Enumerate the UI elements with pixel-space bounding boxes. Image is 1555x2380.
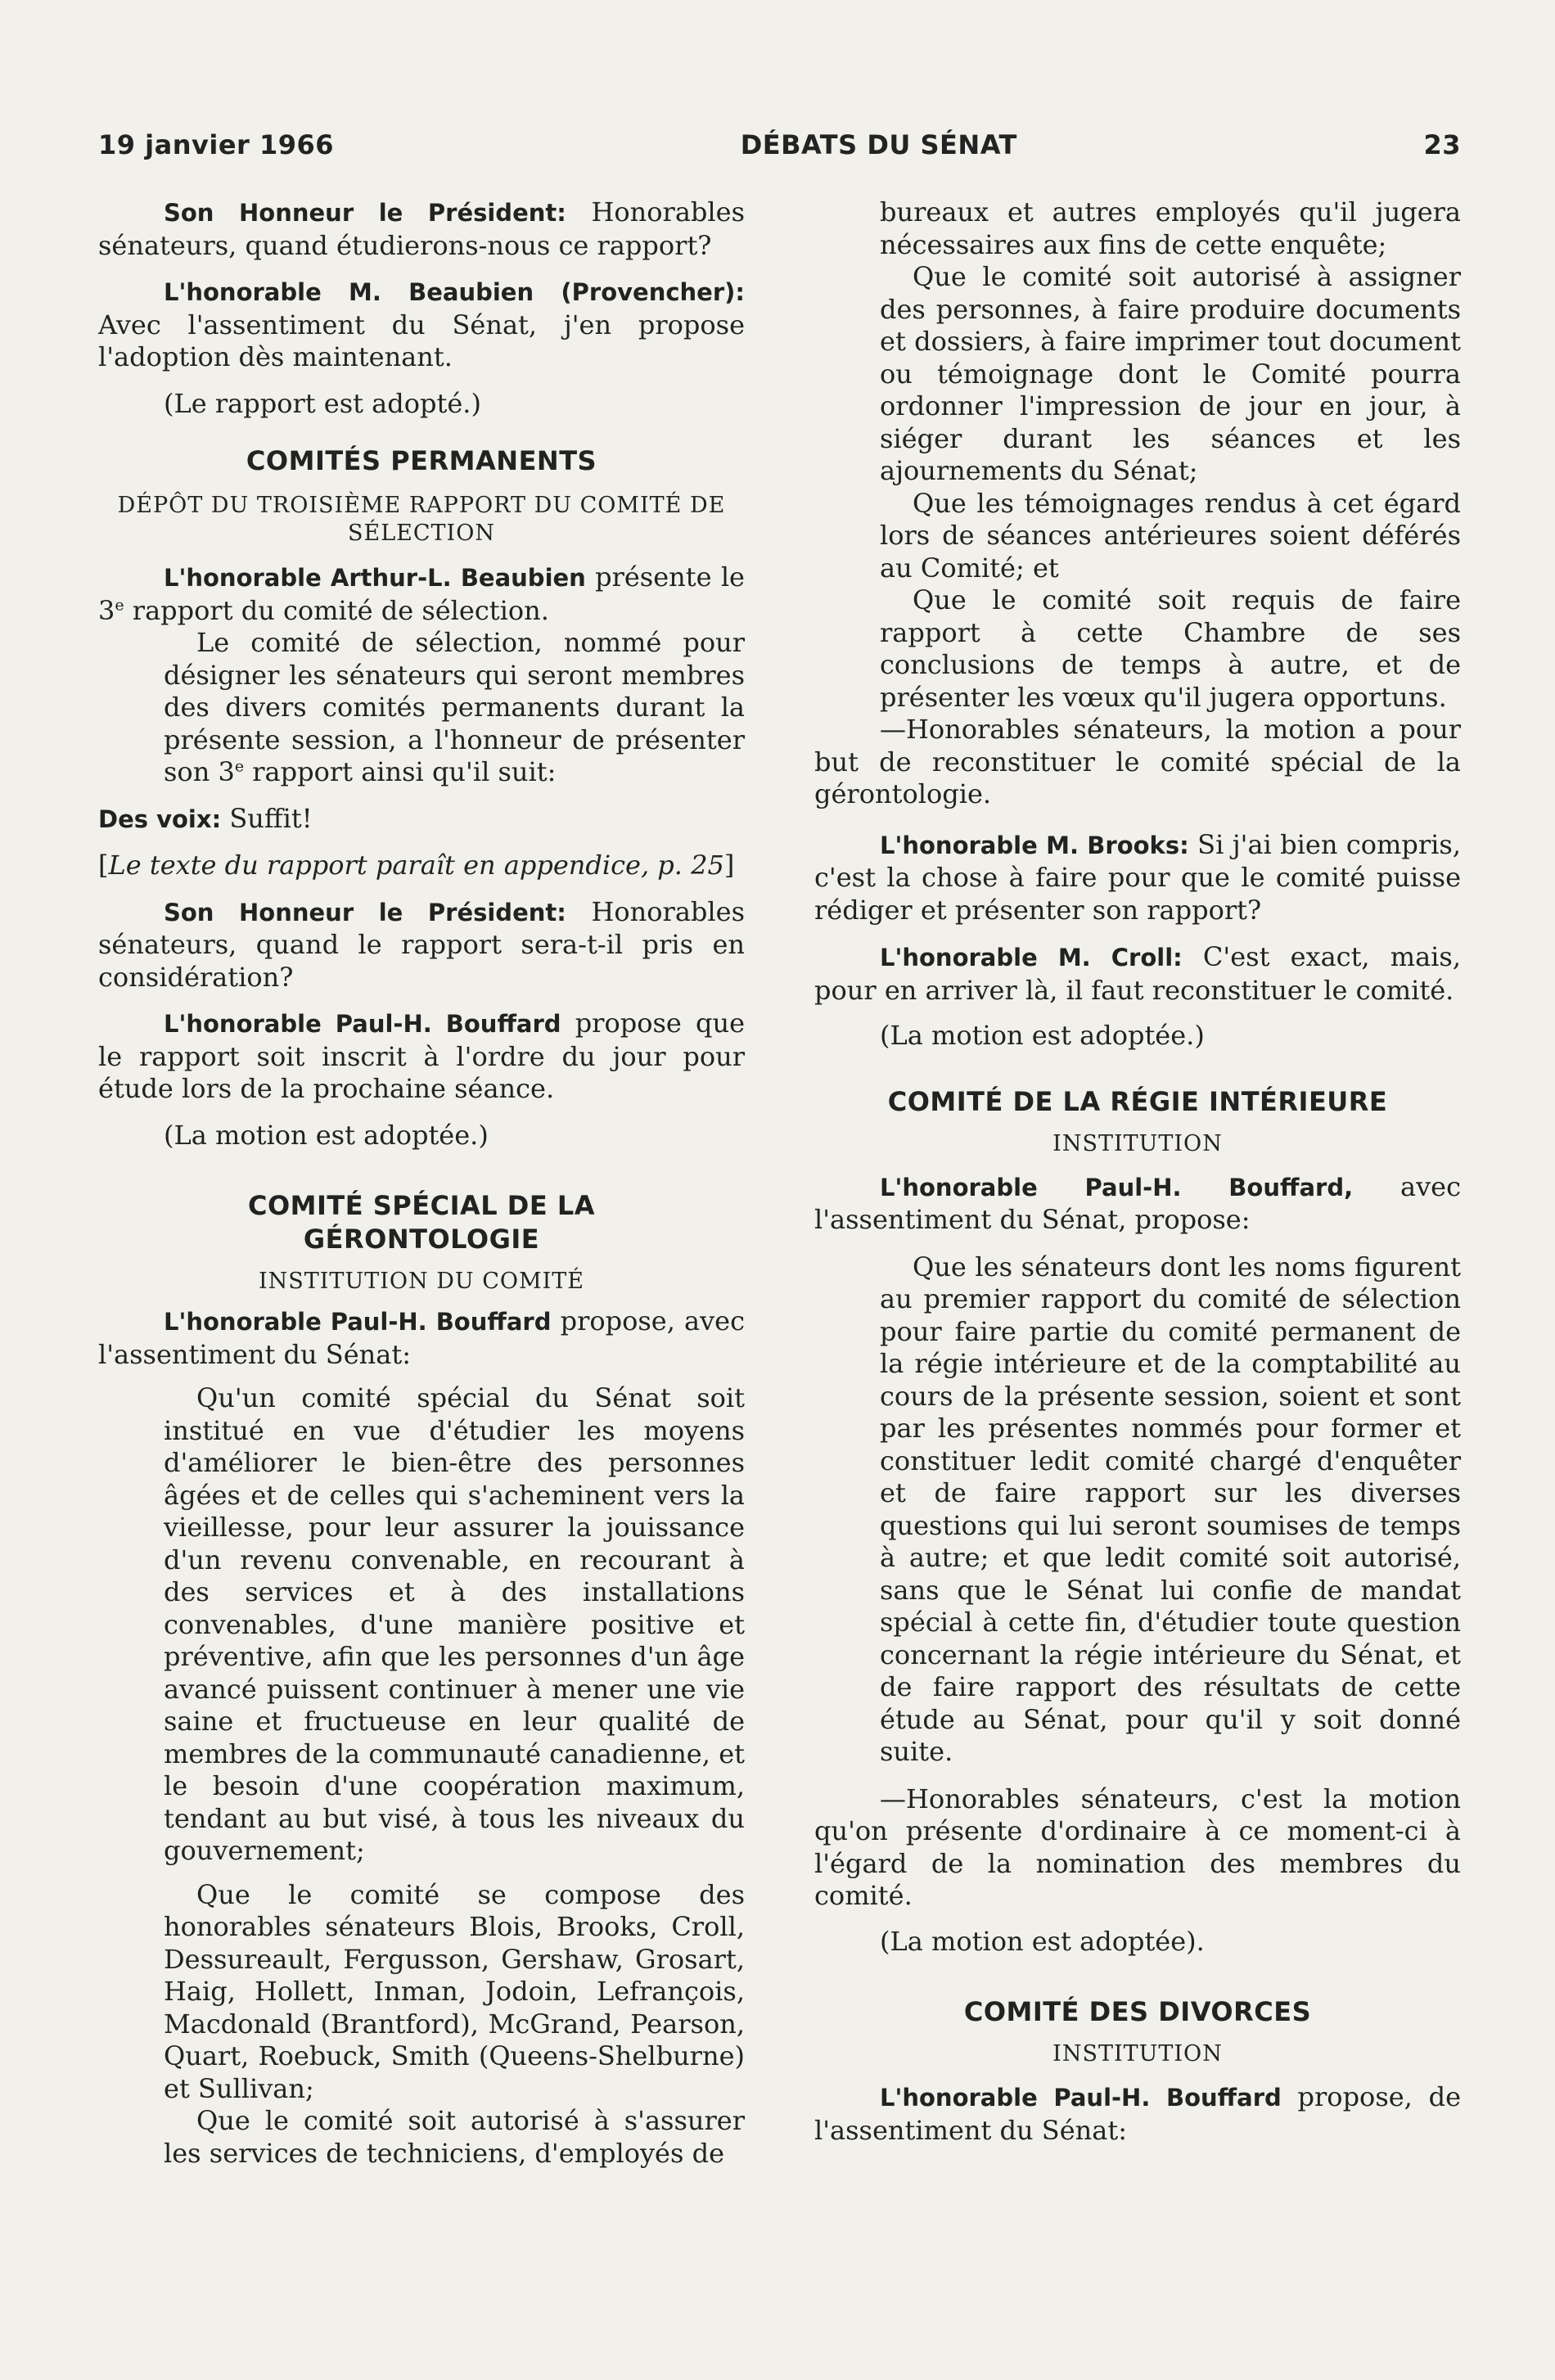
paragraph (814, 829, 1461, 927)
paragraph-text: propose, avec l'assentiment du Sénat: (98, 1305, 745, 1370)
two-column-body (98, 196, 1461, 2170)
paragraph-text: Honorables sénateurs, quand le rapport sera-t-il pris en considération? (98, 895, 745, 993)
section-subtitle: INSTITUTION DU COMITÉ (258, 1269, 585, 1294)
paragraph-motion-result: (Le rapport est adopté.) (164, 387, 481, 419)
speaker-name: L'honorable Arthur-L. Beaubien (164, 564, 586, 592)
quoted-paragraph (98, 627, 745, 789)
header-date: 19 janvier 1966 (98, 129, 335, 160)
quoted-paragraph: bureaux et autres employés qu'il jugera nécessaires aux fins de cette enquête; (880, 196, 1461, 260)
paragraph: —Honorables sénateurs, la motion a pour but de reconstituer le comité spécial de la gérontologie. (814, 714, 1461, 809)
section-title-comites-permanents: COMITÉS PERMANENTS (246, 445, 597, 476)
title-line: GÉRONTOLOGIE (303, 1224, 540, 1255)
paragraph-text: Le comité de sélection, nommé pour désigner les sénateurs qui seront membres des divers comités permanents durant la présente session, a l'honneur de présenter son 3 (164, 627, 745, 787)
paragraph (98, 896, 745, 994)
paragraph-text: Honorables sénateurs, quand étudierons-nous ce rapport? (98, 196, 745, 261)
right-column (814, 196, 1461, 2170)
paragraph-text: rapport du comité de sélection. (124, 594, 549, 626)
paragraph: —Honorables sénateurs, c'est la motion qu'on présente d'ordinaire à ce moment-ci à l'égard de la nomination des membres du comité. (814, 1783, 1461, 1911)
paragraph-text: propose, de l'assentiment du Sénat: (814, 2081, 1461, 2146)
speaker-name: L'honorable M. Croll: (880, 944, 1183, 971)
left-column (98, 196, 745, 2170)
section-title-divorces: COMITÉ DES DIVORCES (963, 1996, 1312, 2027)
superscript: e (234, 757, 245, 776)
paragraph-motion-result: (La motion est adoptée.) (880, 1020, 1205, 1051)
header-publication: DÉBATS DU SÉNAT (740, 129, 1017, 160)
quoted-paragraph: Qu'un comité spécial du Sénat soit institué en vue d'étudier les moyens d'améliorer le bien-être des personnes âgées et de celles qui s'acheminent vers la vieillesse, pour leur assurer la jouissance d'un revenu convenable, en recourant à des services et à des installations convenables, d'une manière positive et préventive, afin que les personnes d'un âge avancé puissent continuer à mener une vie saine et fructueuse en leur qualité de membres de la communauté canadienne, et le besoin d'une coopération maximum, tendant au but visé, à tous les niveaux du gouvernement; (164, 1382, 745, 1866)
paragraph (814, 941, 1461, 1007)
quoted-paragraph: Que le comité soit requis de faire rapport à cette Chambre de ses conclusions de temps à autre, et de présenter les vœux qu'il jugera opportuns. (880, 584, 1461, 713)
paragraph (98, 803, 745, 836)
quoted-paragraph: Que le comité soit autorisé à assigner des personnes, à faire produire documents et dossiers, à faire imprimer tout document ou témoignage dont le Comité pourra ordonner l'impression de jour en jour, à siéger durant les séances et les ajournements du Sénat; (880, 261, 1461, 486)
appendix-note (98, 850, 745, 882)
speaker-name: L'honorable Paul-H. Bouffard (880, 2084, 1282, 2112)
section-title-gerontologie (98, 1189, 745, 1256)
bracket: ] (723, 850, 735, 881)
section-subtitle: INSTITUTION (1052, 2041, 1223, 2067)
speaker-name: L'honorable M. Beaubien (Provencher): (164, 278, 745, 306)
quoted-paragraph: Que les sénateurs dont les noms figurent au premier rapport du comité de sélection pour faire partie du comité permanent de la régie intérieure et de la comptabilité au cours de la présente session, soient et sont par les présentes nommés pour former et constituer ledit comité chargé d'enquêter et de faire rapport sur les diverses questions qui lui seront soumises de temps à autre; et que ledit comité soit autorisé, sans que le Sénat lui confie de mandat spécial à cette fin, d'étudier toute question concernant la régie intérieure du Sénat, et de faire rapport des résultats de cette étude au Sénat, pour qu'il y soit donné suite. (880, 1251, 1461, 1767)
section-subtitle: INSTITUTION (1052, 1130, 1223, 1156)
paragraph-motion-result: (La motion est adoptée). (880, 1925, 1205, 1957)
paragraph-text: propose que le rapport soit inscrit à l'ordre du jour pour étude lors de la prochaine séance. (98, 1007, 745, 1104)
speaker-name: L'honorable Paul-H. Bouffard (164, 1010, 561, 1038)
paragraph-motion-result: (La motion est adoptée.) (164, 1119, 489, 1151)
paragraph-text: C'est exact, mais, pour en arriver là, il faut reconstituer le comité. (814, 941, 1461, 1006)
speaker-name: L'honorable Paul-H. Bouffard, (880, 1173, 1354, 1201)
paragraph (98, 561, 745, 627)
paragraph (98, 196, 745, 262)
header-page-number: 23 (1423, 129, 1461, 160)
speaker-name: Des voix: (98, 805, 222, 833)
section-subtitle: DÉPÔT DU TROISIÈME RAPPORT DU COMITÉ DE SÉLECTION (117, 493, 726, 546)
running-header (98, 129, 1461, 160)
quoted-paragraph: Que les témoignages rendus à cet égard lors de séances antérieures soient déférés au Comité; et (880, 487, 1461, 584)
paragraph-text: avec l'assentiment du Sénat, propose: (814, 1170, 1461, 1235)
paragraph-text: rapport ainsi qu'il suit: (244, 756, 557, 787)
paragraph (98, 1305, 745, 1371)
appendix-note-text: Le texte du rapport paraît en appendice, p. 25 (108, 850, 724, 881)
paragraph-text: Avec l'assentiment du Sénat, j'en propose l'adoption dès maintenant. (98, 309, 745, 372)
speaker-name: Son Honneur le Président: (164, 898, 566, 926)
section-title-regie-interieure: COMITÉ DE LA RÉGIE INTÉRIEURE (887, 1085, 1388, 1117)
paragraph-text: Si j'ai bien compris, c'est la chose à faire pour que le comité puisse rédiger et présenter son rapport? (814, 828, 1462, 926)
quoted-paragraph: Que le comité soit autorisé à s'assurer les services de techniciens, d'employés de (164, 2105, 745, 2169)
speaker-name: L'honorable M. Brooks: (880, 831, 1189, 859)
bracket: [ (98, 850, 109, 881)
quoted-paragraph: Que le comité se compose des honorables sénateurs Blois, Brooks, Croll, Dessureault, Fergusson, Gershaw, Grosart, Haig, Hollett, Inman, Jodoin, Lefrançois, Macdonald (Brantford), McGrand, Pearson, Quart, Roebuck, Smith (Queens-Shelburne) et Sullivan; (164, 1878, 745, 2104)
paragraph (98, 276, 745, 374)
superscript: e (115, 595, 124, 614)
speaker-name: Son Honneur le Président: (164, 199, 566, 227)
paragraph (814, 1171, 1461, 1237)
paragraph-text: Suffit! (221, 802, 313, 834)
paragraph (98, 1007, 745, 1106)
title-line: COMITÉ SPÉCIAL DE LA (247, 1190, 596, 1221)
paragraph (814, 2081, 1461, 2147)
paragraph-text: présente le 3 (98, 561, 745, 626)
speaker-name: L'honorable Paul-H. Bouffard (164, 1308, 552, 1336)
